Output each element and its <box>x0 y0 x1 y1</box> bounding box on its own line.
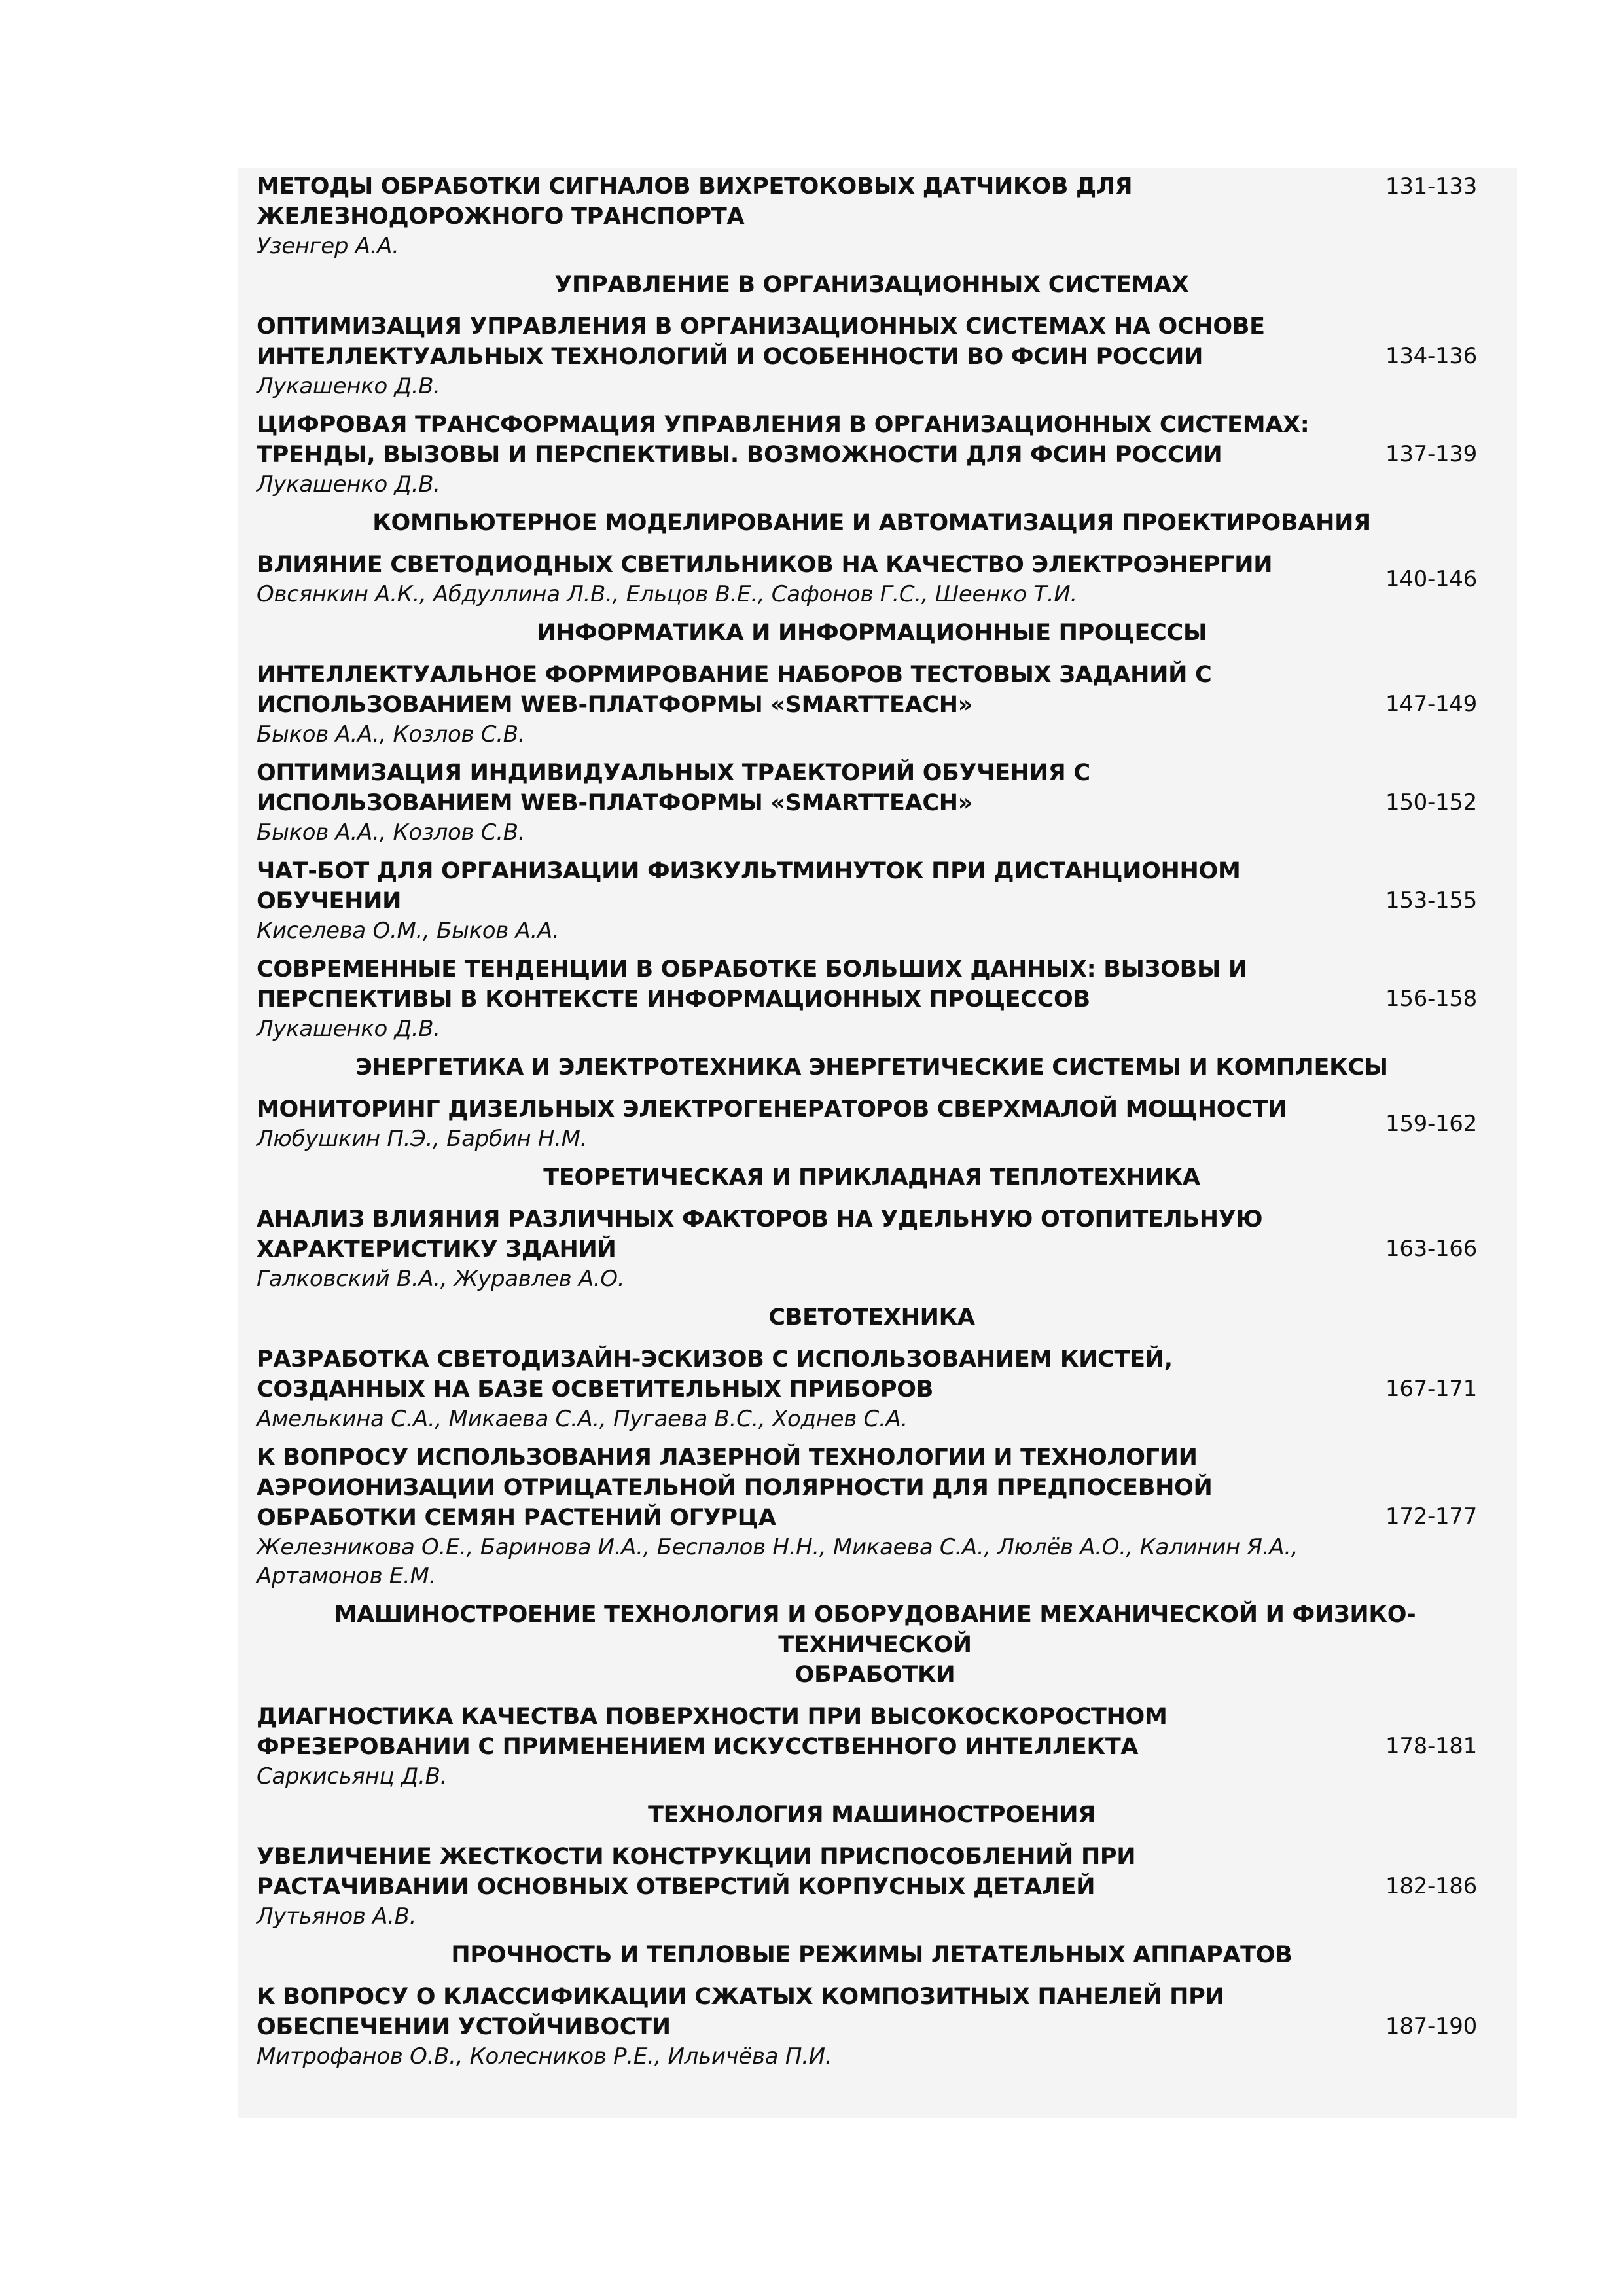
section-heading: МАШИНОСТРОЕНИЕ ТЕХНОЛОГИЯ И ОБОРУДОВАНИЕ МЕХАНИЧЕСКОЙ И ФИЗИКО-ТЕХНИЧЕСКОЙ ОБРАБОТКИ <box>334 1602 1416 1688</box>
toc-entry <box>257 954 1507 1043</box>
entry-text <box>257 758 1349 847</box>
article-title: ВЛИЯНИЕ СВЕТОДИОДНЫХ СВЕТИЛЬНИКОВ НА КАЧЕСТВО ЭЛЕКТРОЭНЕРГИИ <box>257 552 1273 578</box>
article-authors: Быков А.А., Козлов С.В. <box>257 721 526 747</box>
article-title: АНАЛИЗ ВЛИЯНИЯ РАЗЛИЧНЫХ ФАКТОРОВ НА УДЕЛЬНУЮ ОТОПИТЕЛЬНУЮ ХАРАКТЕРИСТИКУ ЗДАНИЙ <box>257 1206 1263 1263</box>
article-authors: Галковский В.А., Журавлев А.О. <box>257 1266 625 1292</box>
toc-entry <box>257 1344 1507 1433</box>
page-range: 163-166 <box>1385 1236 1477 1262</box>
page-range: 187-190 <box>1385 2013 1477 2039</box>
article-title: УВЕЛИЧЕНИЕ ЖЕСТКОСТИ КОНСТРУКЦИИ ПРИСПОСОБЛЕНИЙ ПРИ РАСТАЧИВАНИИ ОСНОВНЫХ ОТВЕРСТИЙ КОРПУСНЫХ ДЕТАЛЕЙ <box>257 1844 1136 1900</box>
entry-text <box>257 171 1349 260</box>
entry-text <box>257 1443 1349 1590</box>
toc-entry <box>257 1204 1507 1293</box>
article-title: РАЗРАБОТКА СВЕТОДИЗАЙН-ЭСКИЗОВ С ИСПОЛЬЗОВАНИЕМ КИСТЕЙ, СОЗДАННЫХ НА БАЗЕ ОСВЕТИТЕЛЬНЫХ ПРИБОРОВ <box>257 1346 1173 1403</box>
toc-entry <box>257 856 1507 945</box>
article-authors: Лутьянов А.В. <box>257 1903 417 1929</box>
article-title: К ВОПРОСУ О КЛАССИФИКАЦИИ СЖАТЫХ КОМПОЗИТНЫХ ПАНЕЛЕЙ ПРИ ОБЕСПЕЧЕНИИ УСТОЙЧИВОСТИ <box>257 1984 1224 2040</box>
page-range: 147-149 <box>1385 691 1477 717</box>
toc-entry <box>257 171 1507 260</box>
section-heading: ПРОЧНОСТЬ И ТЕПЛОВЫЕ РЕЖИМЫ ЛЕТАТЕЛЬНЫХ АППАРАТОВ <box>451 1942 1293 1968</box>
article-authors: Любушкин П.Э., Барбин Н.М. <box>257 1126 588 1152</box>
entry-text <box>257 954 1349 1043</box>
toc-entry <box>257 550 1507 609</box>
table-of-contents <box>257 171 1507 2080</box>
article-authors: Лукашенко Д.В. <box>257 1016 440 1042</box>
page-range: 150-152 <box>1385 789 1477 816</box>
article-title: К ВОПРОСУ ИСПОЛЬЗОВАНИЯ ЛАЗЕРНОЙ ТЕХНОЛОГИИ И ТЕХНОЛОГИИ АЭРОИОНИЗАЦИИ ОТРИЦАТЕЛЬНОЙ ПОЛЯРНОСТИ ДЛЯ ПРЕДПОСЕВНОЙ ОБРАБОТКИ СЕМЯН РАСТЕНИЙ ОГУРЦА <box>257 1444 1213 1531</box>
section-heading: УПРАВЛЕНИЕ В ОРГАНИЗАЦИОННЫХ СИСТЕМАХ <box>554 272 1189 298</box>
section-heading: ИНФОРМАТИКА И ИНФОРМАЦИОННЫЕ ПРОЦЕССЫ <box>537 620 1207 646</box>
toc-entry <box>257 1842 1507 1931</box>
entry-text <box>257 1702 1349 1791</box>
entry-text <box>257 1842 1349 1931</box>
article-authors: Узенгер А.А. <box>257 233 399 259</box>
page-range: 182-186 <box>1385 1873 1477 1899</box>
toc-entry <box>257 758 1507 847</box>
entry-text <box>257 660 1349 749</box>
article-authors: Киселева О.М., Быков А.А. <box>257 918 560 944</box>
page-range: 178-181 <box>1385 1733 1477 1759</box>
entry-text <box>257 410 1349 499</box>
article-authors: Быков А.А., Козлов С.В. <box>257 819 526 846</box>
toc-entry <box>257 1702 1507 1791</box>
entry-text <box>257 1204 1349 1293</box>
page-range: 159-162 <box>1385 1111 1477 1137</box>
section-heading: СВЕТОТЕХНИКА <box>768 1304 975 1331</box>
article-title: ДИАГНОСТИКА КАЧЕСТВА ПОВЕРХНОСТИ ПРИ ВЫСОКОСКОРОСТНОМ ФРЕЗЕРОВАНИИ С ПРИМЕНЕНИЕМ ИСКУССТВЕННОГО ИНТЕЛЛЕКТА <box>257 1704 1168 1760</box>
article-title: МОНИТОРИНГ ДИЗЕЛЬНЫХ ЭЛЕКТРОГЕНЕРАТОРОВ СВЕРХМАЛОЙ МОЩНОСТИ <box>257 1096 1287 1122</box>
article-title: ОПТИМИЗАЦИЯ УПРАВЛЕНИЯ В ОРГАНИЗАЦИОННЫХ СИСТЕМАХ НА ОСНОВЕ ИНТЕЛЛЕКТУАЛЬНЫХ ТЕХНОЛОГИЙ И ОСОБЕННОСТИ ВО ФСИН РОССИИ <box>257 314 1265 370</box>
page-range: 131-133 <box>1385 173 1477 200</box>
section-heading: КОМПЬЮТЕРНОЕ МОДЕЛИРОВАНИЕ И АВТОМАТИЗАЦИЯ ПРОЕКТИРОВАНИЯ <box>372 510 1371 536</box>
entry-text <box>257 312 1349 401</box>
page-range: 134-136 <box>1385 343 1477 369</box>
entry-text <box>257 1094 1349 1153</box>
article-title: ИНТЕЛЛЕКТУАЛЬНОЕ ФОРМИРОВАНИЕ НАБОРОВ ТЕСТОВЫХ ЗАДАНИЙ С ИСПОЛЬЗОВАНИЕМ WEB-ПЛАТФОРМЫ «SMARTTEACH» <box>257 662 1212 718</box>
page-range: 153-155 <box>1385 888 1477 914</box>
page-range: 172-177 <box>1385 1503 1477 1530</box>
toc-entry <box>257 1094 1507 1153</box>
toc-entry <box>257 312 1507 401</box>
article-authors: Овсянкин А.К., Абдуллина Л.В., Ельцов В.Е., Сафонов Г.С., Шеенко Т.И. <box>257 581 1077 607</box>
page-range: 140-146 <box>1385 566 1477 592</box>
toc-entry <box>257 1443 1507 1590</box>
entry-text <box>257 1344 1349 1433</box>
article-authors: Амелькина С.А., Микаева С.А., Пугаева В.С., Ходнев С.А. <box>257 1406 908 1432</box>
entry-text <box>257 550 1349 609</box>
article-title: ОПТИМИЗАЦИЯ ИНДИВИДУАЛЬНЫХ ТРАЕКТОРИЙ ОБУЧЕНИЯ С ИСПОЛЬЗОВАНИЕМ WEB-ПЛАТФОРМЫ «SMARTTEACH» <box>257 760 1090 816</box>
article-authors: Железникова О.Е., Баринова И.А., Беспалов Н.Н., Микаева С.А., Люлёв А.О., Калинин Я.А., Артамонов Е.М. <box>257 1534 1298 1589</box>
article-title: ЧАТ-БОТ ДЛЯ ОРГАНИЗАЦИИ ФИЗКУЛЬТМИНУТОК ПРИ ДИСТАНЦИОННОМ ОБУЧЕНИИ <box>257 858 1241 914</box>
article-authors: Митрофанов О.В., Колесников Р.Е., Ильичёва П.И. <box>257 2043 832 2070</box>
page-range: 137-139 <box>1385 441 1477 467</box>
article-title: МЕТОДЫ ОБРАБОТКИ СИГНАЛОВ ВИХРЕТОКОВЫХ ДАТЧИКОВ ДЛЯ ЖЕЛЕЗНОДОРОЖНОГО ТРАНСПОРТА <box>257 173 1133 230</box>
section-heading: ЭНЕРГЕТИКА И ЭЛЕКТРОТЕХНИКА ЭНЕРГЕТИЧЕСКИЕ СИСТЕМЫ И КОМПЛЕКСЫ <box>355 1054 1388 1081</box>
toc-entry <box>257 660 1507 749</box>
entry-text <box>257 856 1349 945</box>
section-heading: ТЕОРЕТИЧЕСКАЯ И ПРИКЛАДНАЯ ТЕПЛОТЕХНИКА <box>543 1164 1200 1191</box>
toc-entry <box>257 410 1507 499</box>
page-range: 167-171 <box>1385 1376 1477 1402</box>
toc-entry <box>257 1982 1507 2071</box>
article-authors: Лукашенко Д.В. <box>257 471 440 497</box>
page-range: 156-158 <box>1385 986 1477 1012</box>
article-authors: Лукашенко Д.В. <box>257 373 440 399</box>
section-heading: ТЕХНОЛОГИЯ МАШИНОСТРОЕНИЯ <box>648 1802 1096 1828</box>
entry-text <box>257 1982 1349 2071</box>
article-title: СОВРЕМЕННЫЕ ТЕНДЕНЦИИ В ОБРАБОТКЕ БОЛЬШИХ ДАННЫХ: ВЫЗОВЫ И ПЕРСПЕКТИВЫ В КОНТЕКСТЕ ИНФОРМАЦИОННЫХ ПРОЦЕССОВ <box>257 956 1247 1013</box>
article-authors: Саркисьянц Д.В. <box>257 1763 448 1789</box>
article-title: ЦИФРОВАЯ ТРАНСФОРМАЦИЯ УПРАВЛЕНИЯ В ОРГАНИЗАЦИОННЫХ СИСТЕМАХ: ТРЕНДЫ, ВЫЗОВЫ И ПЕРСПЕКТИВЫ. ВОЗМОЖНОСТИ ДЛЯ ФСИН РОССИИ <box>257 412 1310 468</box>
